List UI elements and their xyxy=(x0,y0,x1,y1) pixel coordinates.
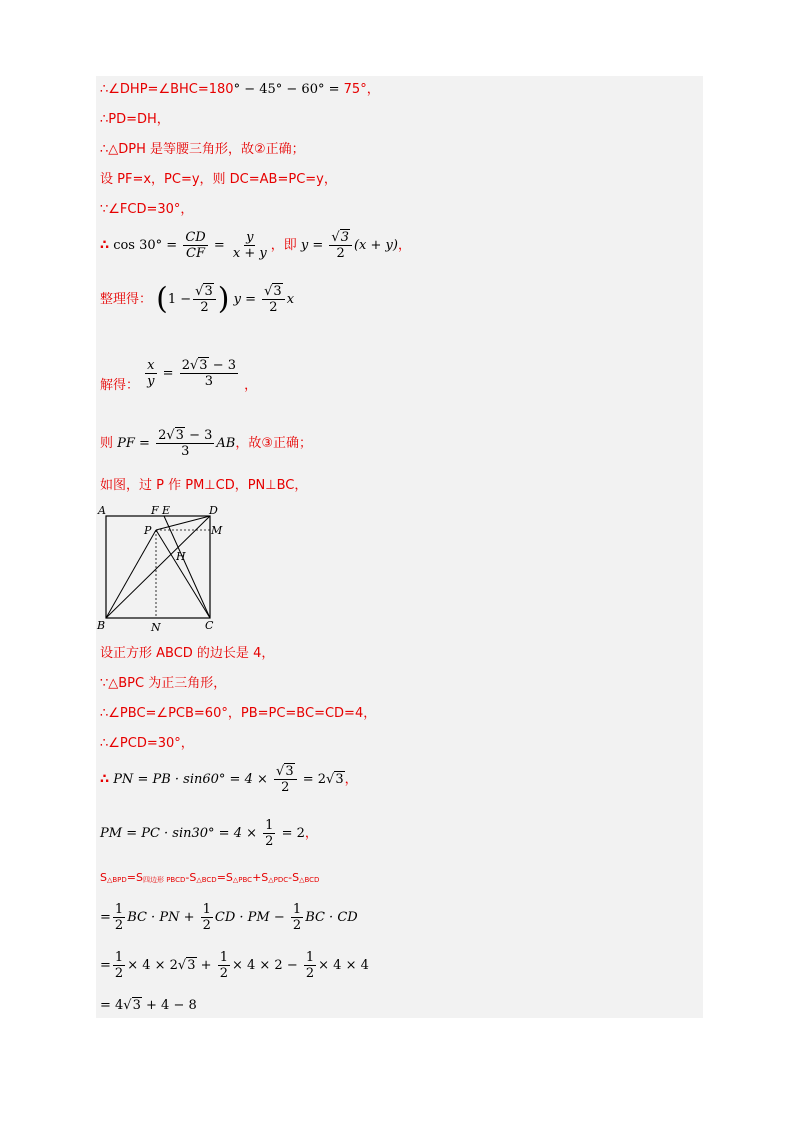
l8-eq: = xyxy=(162,366,174,381)
l17-sub4: △PBC xyxy=(232,876,253,884)
segment-bp xyxy=(106,530,156,618)
l18-t3: BC · CD xyxy=(305,910,358,925)
line-18 xyxy=(100,902,358,933)
l15-frac: $\frac{√3}{2}$ xyxy=(274,764,297,795)
l8-end: ， xyxy=(244,378,258,393)
line-4: 设 PF=x，PC=y，则 DC=AB=PC=y， xyxy=(100,172,337,187)
l17-sub1: △BPD xyxy=(106,876,127,884)
label-c: C xyxy=(205,619,214,632)
line-15: ∴ PN = PB · sin60° = 4 × $\frac{√3}{2}$ = 2√3， xyxy=(100,764,358,795)
l19-eq: = xyxy=(100,958,111,973)
l7-prefix: 整理得： xyxy=(100,292,153,307)
segment-pd xyxy=(156,516,210,530)
line-1 xyxy=(100,82,380,98)
l15-b: = 2 xyxy=(302,772,327,787)
l6-end: ， xyxy=(397,238,411,253)
l19-sqrt3: 3 xyxy=(187,958,196,973)
line-13: ∴∠PBC=∠PCB=60°，PB=PC=BC=CD=4， xyxy=(100,706,377,721)
l6-y: y = xyxy=(300,238,324,253)
l20-a: = 4 xyxy=(100,998,124,1013)
l19-t2: × 4 × 2 − xyxy=(231,958,298,973)
l15-therefore: ∴ xyxy=(100,772,110,787)
l18-t1: BC · PN + xyxy=(127,910,195,925)
l9-frac: $\frac{2√3 - 3}{3}$ xyxy=(158,428,213,459)
l18-frac2: $\frac{1}{2}$ xyxy=(202,902,211,933)
l6-frac-cd-cf: $\frac{CD}{CF}$ xyxy=(185,230,206,261)
label-h: H xyxy=(176,550,186,563)
l16-frac: $\frac{1}{2}$ xyxy=(265,818,274,849)
line-9 xyxy=(100,428,312,459)
l17-s3: -S xyxy=(185,871,197,884)
line-10: 如图，过 P 作 PM⊥CD，PN⊥BC， xyxy=(100,478,308,493)
l7-frac-sqrt3-2b: $\frac{√3}{2}$ xyxy=(262,284,285,315)
l20-sqrt3: 3 xyxy=(132,998,141,1013)
l15-end: ， xyxy=(344,772,358,787)
solution-panel xyxy=(96,76,703,1018)
line-2: ∴PD=DH， xyxy=(100,112,170,127)
l17-s6: -S xyxy=(288,871,300,884)
l19-frac3: $\frac{1}{2}$ xyxy=(305,950,315,981)
l17-s1: S xyxy=(100,871,107,884)
l8-frac-x-y: $\frac{x}{y}$ xyxy=(147,358,155,389)
l9-ab: AB xyxy=(216,436,236,451)
l6-cos: cos 30° = xyxy=(113,238,178,253)
line-16 xyxy=(100,818,318,849)
l19-t1: × 4 × 2 xyxy=(127,958,178,973)
segment-ce xyxy=(164,516,210,618)
line-11: 设正方形 ABCD 的边长是 4， xyxy=(100,646,275,661)
l7-x: x xyxy=(286,292,295,307)
l19-t3: × 4 × 4 xyxy=(318,958,369,973)
label-d: D xyxy=(209,504,218,517)
segment-bd xyxy=(106,516,210,618)
line-17 xyxy=(100,870,319,888)
l9-suffix: ，故③正确； xyxy=(235,436,312,451)
line-8 xyxy=(100,358,258,393)
square-figure xyxy=(96,504,224,632)
l8-frac-result: $\frac{2√3 - 3}{3}$ xyxy=(181,358,236,389)
line-3: ∴△DPH 是等腰三角形，故②正确； xyxy=(100,142,305,157)
label-p: P xyxy=(144,524,152,537)
label-m: M xyxy=(211,524,223,537)
line-19: = $\frac{1}{2}$ × 4 × 2√3 + $\frac{1}{2}$ × 4 × 2 − $\frac{1}{2}$ × 4 × 4 xyxy=(100,950,369,981)
l17-s2: =S xyxy=(126,871,143,884)
line-20: = 4√3 + 4 − 8 xyxy=(100,998,197,1013)
l7-one: 1 − xyxy=(167,292,192,307)
line-7: 整理得： (1 − $\frac{√3}{2}$ ) y = $\frac{√3}{2}$ x xyxy=(100,281,295,317)
line-14: ∴∠PCD=30°， xyxy=(100,736,194,751)
l16-a: PM = PC · sin30° = 4 × xyxy=(100,826,258,841)
l6-xy: (x + y) xyxy=(353,238,398,253)
label-f: F xyxy=(151,504,159,517)
l17-sub2: 四边形 PBCD xyxy=(142,876,186,884)
l15-sqrt3b: 3 xyxy=(335,772,344,787)
l17-sub6: △BCD xyxy=(299,876,320,884)
l19-frac2: $\frac{1}{2}$ xyxy=(219,950,228,981)
l19-plus: + xyxy=(200,958,212,973)
l17-sub3: △BCD xyxy=(196,876,217,884)
l18-frac1: $\frac{1}{2}$ xyxy=(114,902,124,933)
label-a: A xyxy=(98,504,106,517)
l9-prefix: 则 xyxy=(100,436,114,451)
l1-suffix: 75°， xyxy=(343,82,380,97)
l1-prefix: ∴∠DHP=∠BHC=180 xyxy=(100,82,234,97)
label-e: E xyxy=(162,504,171,517)
l7-frac-sqrt3-2: $\frac{√3}{2}$ xyxy=(193,284,216,315)
l17-s4: =S xyxy=(216,871,233,884)
l6-frac-y-xy: $\frac{y}{x + y}$ xyxy=(232,230,267,261)
l17-s5: +S xyxy=(252,871,269,884)
l6-frac-sqrt3-2: $\frac{√3}{2}$ xyxy=(329,230,352,261)
l8-prefix: 解得： xyxy=(100,378,140,393)
label-b: B xyxy=(97,619,106,632)
l16-b: = 2 xyxy=(281,826,305,841)
l19-frac1: $\frac{1}{2}$ xyxy=(114,950,124,981)
l18-eq: = xyxy=(100,910,111,925)
l15-a: PN = PB · sin60° = 4 × xyxy=(113,772,268,787)
l17-sub5: △PDC xyxy=(268,876,289,884)
line-12: ∵△BPC 为正三角形， xyxy=(100,676,227,691)
l9-pf: PF = xyxy=(117,436,150,451)
l20-b: + 4 − 8 xyxy=(146,998,197,1013)
line-6: ∴ cos 30° = $\frac{CD}{CF}$ = $\frac{y}{x + y}$ ，即 y = $\frac{√3}{2}$ (x + y)， xyxy=(100,230,411,261)
line-5: ∵∠FCD=30°， xyxy=(100,202,194,217)
l7-y: y = xyxy=(233,292,256,307)
label-n: N xyxy=(151,621,161,632)
l16-end: ， xyxy=(304,826,318,841)
l6-mid: ，即 xyxy=(270,238,297,253)
segment-cp xyxy=(156,530,210,618)
l1-math: ° − 45° − 60° = xyxy=(233,82,340,97)
l18-t2: CD · PM − xyxy=(214,910,285,925)
l18-frac3: $\frac{1}{2}$ xyxy=(292,902,302,933)
l6-therefore: ∴ xyxy=(100,238,110,253)
